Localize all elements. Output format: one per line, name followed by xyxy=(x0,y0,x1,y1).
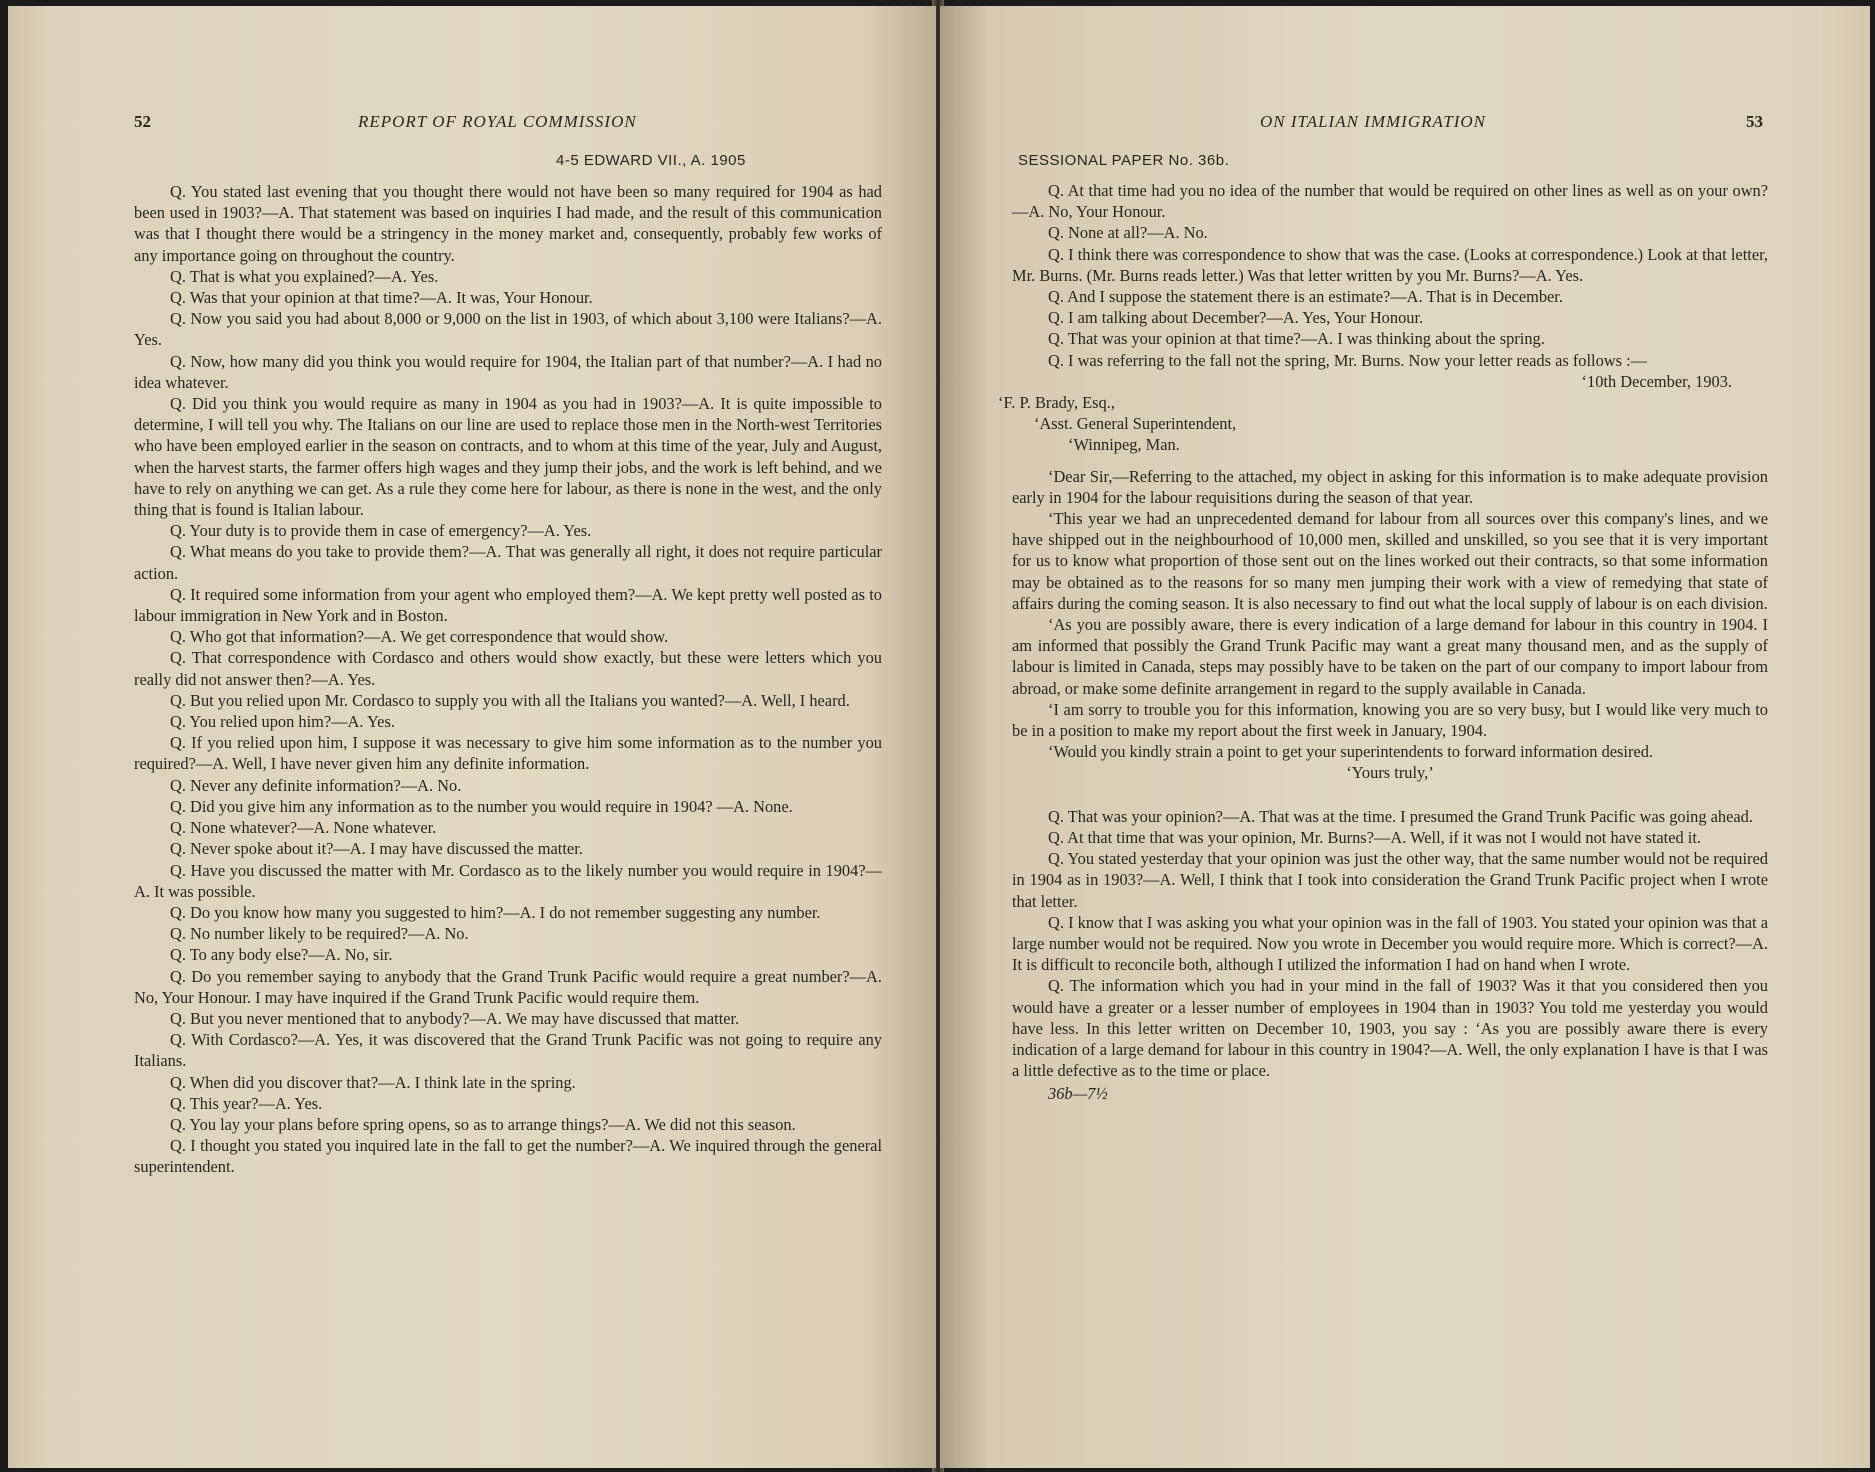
paragraph: Q. No number likely to be required?—A. No. xyxy=(170,924,469,944)
paragraph: Q. Do you remember saying to anybody that the Grand Trunk Pacific would require a great number?—A. No, Your Honour. I may have inquired if the Grand Trunk Pacific would require them. xyxy=(134,966,882,1007)
letter-date: ‘10th December, 1903. xyxy=(1581,371,1732,391)
paragraph: Q. Did you give him any information as to the number you would require in 1904? —A. None. xyxy=(170,796,793,816)
paragraph: Q. Do you know how many you suggested to him?—A. I do not remember suggesting any number. xyxy=(170,902,821,922)
paragraph: Q. That is what you explained?—A. Yes. xyxy=(170,266,439,286)
letter-paragraph: ‘Would you kindly strain a point to get your superintendents to forward information desired. xyxy=(1048,742,1654,762)
paragraph: Q. You stated yesterday that your opinion was just the other way, that the same number would not be required in 1904 as in 1903?—A. Well, I think that I took into consideration the Grand Trunk Pacific project when I wrote that letter. xyxy=(1012,849,1768,911)
paragraph: Q. I know that I was asking you what your opinion was in the fall of 1903. You stated your opinion was that a large number would not be required. Now you wrote in December you would require more. Which is correct?—A. It is difficult to reconcile both, although I utilized the information I had on hand when I wrote. xyxy=(1012,912,1768,975)
paragraph: Q. None whatever?—A. None whatever. xyxy=(170,818,437,838)
paragraph: Q. This year?—A. Yes. xyxy=(170,1093,323,1113)
page-footer-signature-mark: 36b—7½ xyxy=(1048,1084,1108,1104)
letter-paragraph: ‘This year we had an unprecedented demand for labour from all sources over this company's lines, and we have shipped out in the neighbourhood of 10,000 men, skilled and unskilled, so you see that it is very important for us to know what proportion of those sent out on the lines worked out their contracts, so that some information may be obtained as to the reasons for so many men jumping their work with a view of remedying that state of affairs during the coming season. It is also necessary to find out what the local supply of labour is on each division. xyxy=(1012,509,1768,613)
letter-addressee-title: ‘Asst. General Superintendent, xyxy=(1034,414,1237,434)
right-text-column xyxy=(998,180,1768,1105)
paragraph: Q. I am talking about December?—A. Yes, Your Honour. xyxy=(1048,308,1424,328)
sessional-paper-line: SESSIONAL PAPER No. 36b. xyxy=(1018,152,1230,169)
paragraph: Q. But you relied upon Mr. Cordasco to supply you with all the Italians you wanted?—A. Well, I heard. xyxy=(170,690,850,710)
paragraph: Q. But you never mentioned that to anybody?—A. We may have discussed that matter. xyxy=(170,1008,740,1028)
paragraph: Q. You relied upon him?—A. Yes. xyxy=(170,712,395,732)
paragraph: Q. That correspondence with Cordasco and others would show exactly, but these were letters which you really did not answer then?—A. Yes. xyxy=(134,648,882,689)
paragraph: Q. Who got that information?—A. We get correspondence that would show. xyxy=(170,627,669,647)
left-page xyxy=(8,6,936,1468)
paragraph: Q. That was your opinion at that time?—A. I was thinking about the spring. xyxy=(1048,329,1545,349)
paragraph: Q. Did you think you would require as many in 1904 as you had in 1903?—A. It is quite impossible to determine, I will tell you why. The Italians on our line are used to replace those men in the North-west Territories who have been employed earlier in the season on contracts, and to whom at this time of the year, July and August, when the harvest starts, the farmer offers high wages and they jump their jobs, and the work is left behind, and we have to rely on anything we can get. As a rule they come here for labour, as there is none in the west, and the only thing that is found is Italian labour. xyxy=(134,394,882,520)
session-line: 4-5 EDWARD VII., A. 1905 xyxy=(556,152,746,169)
left-page-number: 52 xyxy=(134,112,151,131)
paragraph: Q. If you relied upon him, I suppose it was necessary to give him some information as to the number you required?—A. Well, I have never given him any definite information. xyxy=(134,733,882,774)
letter-paragraph: ‘I am sorry to trouble you for this information, knowing you are so very busy, but I would like very much to be in a position to make my report about the first week in January, 1904. xyxy=(1012,699,1768,741)
paragraph: Q. I was referring to the fall not the spring, Mr. Burns. Now your letter reads as follows :— xyxy=(1048,350,1648,370)
letter-addressee-place: ‘Winnipeg, Man. xyxy=(1068,435,1180,455)
paragraph: Q. The information which you had in your mind in the fall of 1903? Was it that you considered then you would have a greater or a lesser number of employees in 1904 than in 1903? You told me yesterday you would have less. In this letter written on December 10, 1903, you say : ‘As you are possibly aware there is every indication of a large demand for labour in this country in 1904?—A. Well, the only explanation I have is that I was a little defective as to the time or place. xyxy=(1012,976,1768,1081)
paragraph: Q. Was that your opinion at that time?—A. It was, Your Honour. xyxy=(170,288,593,308)
letter-closing: ‘Yours truly,’ xyxy=(1346,763,1434,783)
paragraph: Q. Your duty is to provide them in case of emergency?—A. Yes. xyxy=(170,521,592,541)
right-page xyxy=(940,6,1870,1468)
paragraph: Q. With Cordasco?—A. Yes, it was discovered that the Grand Trunk Pacific was not going to require any Italians. xyxy=(134,1030,882,1071)
paragraph: Q. Now you said you had about 8,000 or 9,000 on the list in 1903, of which about 3,100 were Italians?—A. Yes. xyxy=(134,309,882,350)
letter-paragraph: ‘Dear Sir,—Referring to the attached, my object in asking for this information is to make adequate provision early in 1904 for the labour requisitions during the season of that year. xyxy=(1012,466,1768,507)
left-text-column xyxy=(134,181,882,1178)
paragraph: Q. That was your opinion?—A. That was at the time. I presumed the Grand Trunk Pacific was going ahead. xyxy=(1048,806,1753,826)
left-running-head: REPORT OF ROYAL COMMISSION xyxy=(358,112,637,131)
paragraph: Q. You lay your plans before spring opens, so as to arrange things?—A. We did not this season. xyxy=(170,1114,796,1134)
paragraph: Q. What means do you take to provide them?—A. That was generally all right, it does not require particular action. xyxy=(134,542,882,583)
paragraph: Q. I thought you stated you inquired late in the fall to get the number?—A. We inquired through the general superintendent. xyxy=(134,1136,882,1177)
paragraph: Q. Now, how many did you think you would require for 1904, the Italian part of that number?—A. I had no idea whatever. xyxy=(134,351,882,392)
paragraph: Q. And I suppose the statement there is an estimate?—A. That is in December. xyxy=(1048,287,1563,307)
letter-paragraph: ‘As you are possibly aware, there is every indication of a large demand for labour in this country in 1904. I am informed that possibly the Grand Trunk Pacific may want a great many thousand men, and as the supply of labour is limited in Canada, steps may possibly have to be taken on the part of our company to import labour from abroad, or make some definite arrangement in regard to the supply available in Canada. xyxy=(1012,615,1768,698)
paragraph: Q. At that time had you no idea of the number that would be required on other lines as well as on your own?—A. No, Your Honour. xyxy=(1012,181,1768,222)
paragraph: Q. To any body else?—A. No, sir. xyxy=(170,945,393,965)
paragraph: Q. None at all?—A. No. xyxy=(1048,223,1208,243)
right-page-number: 53 xyxy=(1746,112,1763,131)
paragraph: Q. When did you discover that?—A. I think late in the spring. xyxy=(170,1072,576,1092)
paragraph: Q. Never spoke about it?—A. I may have discussed the matter. xyxy=(170,839,583,859)
paragraph: Q. At that time that was your opinion, Mr. Burns?—A. Well, if it was not I would not have stated it. xyxy=(1048,827,1702,847)
right-running-head: ON ITALIAN IMMIGRATION xyxy=(1260,112,1486,131)
letter-addressee: ‘F. P. Brady, Esq., xyxy=(998,393,1115,413)
paragraph: Q. You stated last evening that you thought there would not have been so many required for 1904 as had been used in 1903?—A. That statement was based on inquiries I had made, and the result of this communication was that I thought there would be a stringency in the money market and, consequently, probably few works of any importance going on throughout the country. xyxy=(134,182,882,265)
paragraph: Q. I think there was correspondence to show that was the case. (Looks at correspondence.) Look at that letter, Mr. Burns. (Mr. Burns reads letter.) Was that letter written by you Mr. Burns?—A. Yes. xyxy=(1012,244,1768,285)
paragraph: Q. It required some information from your agent who employed them?—A. We kept pretty well posted as to labour immigration in New York and in Boston. xyxy=(134,584,882,626)
paragraph: Q. Have you discussed the matter with Mr. Cordasco as to the likely number you would require in 1904?—A. It was possible. xyxy=(134,860,882,901)
paragraph: Q. Never any definite information?—A. No. xyxy=(170,775,462,795)
